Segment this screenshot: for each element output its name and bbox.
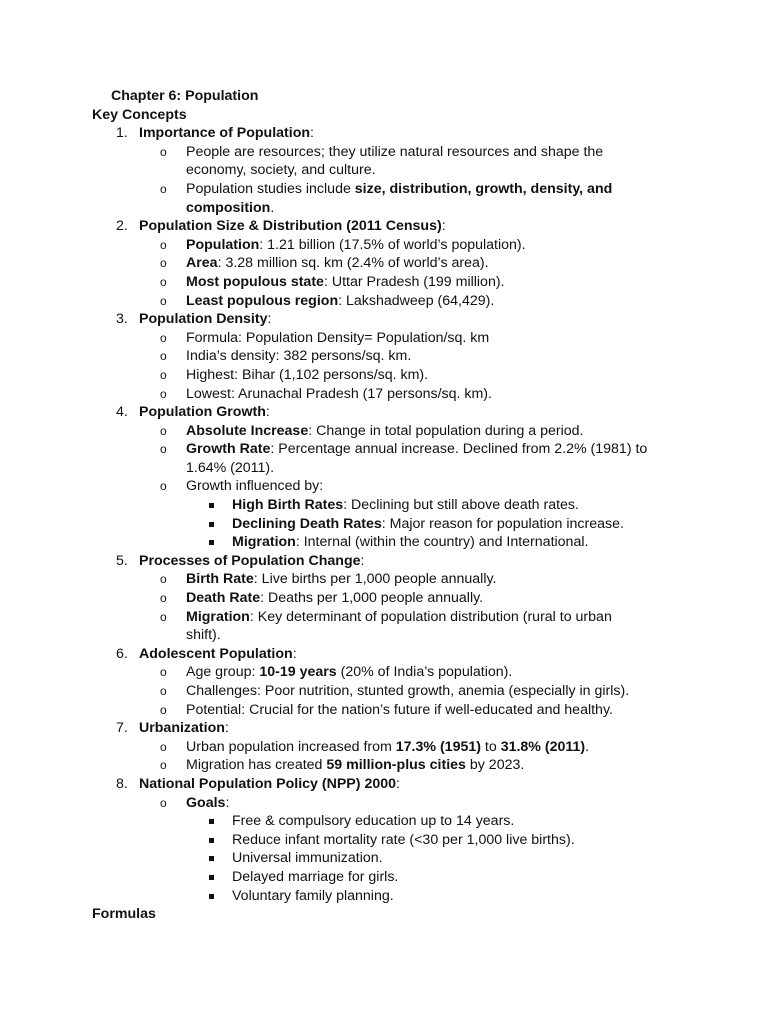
chapter-title: Chapter 6: Population xyxy=(111,88,259,104)
list-item-continuation: shift). xyxy=(186,627,221,644)
bullet-icon: o xyxy=(160,758,167,773)
sub-list-item: Reduce infant mortality rate (<30 per 1,000 live births). xyxy=(0,831,768,850)
list-item: o Absolute Increase: Change in total population during a period. xyxy=(160,422,584,439)
sub-list-item: Declining Death Rates: Major reason for population increase. xyxy=(0,515,768,534)
section-3-heading: 3. Population Density: xyxy=(116,311,272,328)
bullet-icon: o xyxy=(160,665,167,680)
section-2-heading: 2. Population Size & Distribution (2011 Census): xyxy=(116,218,446,235)
list-item: o Least populous region: Lakshadweep (64,429). xyxy=(160,292,495,309)
sub-list-item: Free & compulsory education up to 14 years. xyxy=(0,812,768,831)
list-item: o Growth Rate: Percentage annual increase. Declined from 2.2% (1981) to xyxy=(160,441,648,458)
list-item: o Population studies include size, distribution, growth, density, and xyxy=(160,180,613,197)
square-bullet-icon xyxy=(209,838,214,843)
list-item: o India’s density: 382 persons/sq. km. xyxy=(160,348,412,365)
list-item: o Birth Rate: Live births per 1,000 people annually. xyxy=(160,571,497,588)
square-bullet-icon xyxy=(209,503,214,508)
bullet-icon: o xyxy=(160,572,167,587)
list-item: o Challenges: Poor nutrition, stunted growth, anemia (especially in girls). xyxy=(160,683,630,699)
bullet-icon: o xyxy=(160,702,167,717)
list-item: o People are resources; they utilize natural resources and shape the xyxy=(160,143,604,160)
section-6-heading: 6. Adolescent Population: xyxy=(116,645,297,662)
bullet-icon: o xyxy=(160,795,167,810)
bullet-icon: o xyxy=(160,442,167,457)
section-8-heading: 8. National Population Policy (NPP) 2000: xyxy=(116,775,400,792)
document-body xyxy=(0,87,768,924)
bullet-icon: o xyxy=(160,256,167,271)
bullet-icon: o xyxy=(160,237,167,252)
sub-list-item: Delayed marriage for girls. xyxy=(0,868,768,887)
list-item: o Potential: Crucial for the nation’s future if well-educated and healthy. xyxy=(160,701,613,718)
formulas-heading: Formulas xyxy=(92,906,156,923)
bullet-icon: o xyxy=(160,330,167,345)
list-item: o Lowest: Arunachal Pradesh (17 persons/sq. km). xyxy=(160,385,492,402)
key-concepts-heading: Key Concepts xyxy=(92,106,187,123)
bullet-icon: o xyxy=(160,386,167,401)
list-item: o Goals: xyxy=(160,794,230,811)
list-item: o Highest: Bihar (1,102 persons/sq. km). xyxy=(160,366,429,383)
square-bullet-icon xyxy=(209,819,214,824)
bullet-icon: o xyxy=(160,591,167,606)
bullet-icon: o xyxy=(160,423,167,438)
list-item-continuation: economy, society, and culture. xyxy=(186,162,376,179)
list-item: o Growth influenced by: xyxy=(160,478,324,495)
list-item: o Migration has created 59 million-plus cities by 2023. xyxy=(160,757,525,774)
bullet-icon: o xyxy=(160,349,167,364)
square-bullet-icon xyxy=(209,856,214,861)
list-item: o Migration: Key determinant of population distribution (rural to urban xyxy=(160,608,612,625)
sub-list-item: Voluntary family planning. xyxy=(0,887,768,906)
bullet-icon: o xyxy=(160,367,167,382)
section-1-heading: 1. Importance of Population: xyxy=(116,125,314,142)
square-bullet-icon xyxy=(209,894,214,899)
bullet-icon: o xyxy=(160,739,167,754)
list-item-continuation: 1.64% (2011). xyxy=(186,459,275,476)
list-item: o Age group: 10-19 years (20% of India’s population). xyxy=(160,664,513,681)
bullet-icon: o xyxy=(160,274,167,289)
square-bullet-icon xyxy=(209,540,214,545)
list-item-continuation: composition. xyxy=(186,199,275,216)
bullet-icon: o xyxy=(160,479,167,494)
list-item: o Urban population increased from 17.3% (1951) to 31.8% (2011). xyxy=(160,738,590,755)
bullet-icon: o xyxy=(160,181,167,196)
sub-list-item: Universal immunization. xyxy=(0,849,768,868)
list-item: o Death Rate: Deaths per 1,000 people annually. xyxy=(160,590,484,607)
section-5-heading: 5. Processes of Population Change: xyxy=(116,552,365,569)
bullet-icon: o xyxy=(160,684,167,698)
section-7-heading: 7. Urbanization: xyxy=(116,720,229,737)
square-bullet-icon xyxy=(209,522,214,527)
square-bullet-icon xyxy=(209,875,214,880)
list-item: o Most populous state: Uttar Pradesh (199 million). xyxy=(160,273,505,290)
bullet-icon: o xyxy=(160,144,167,159)
bullet-icon: o xyxy=(160,293,167,308)
sub-list-item: Migration: Internal (within the country) and International. xyxy=(0,533,768,552)
bullet-icon: o xyxy=(160,609,167,624)
list-item: o Area: 3.28 million sq. km (2.4% of world’s area). xyxy=(160,255,489,272)
list-item: o Population: 1.21 billion (17.5% of world’s population). xyxy=(160,236,526,253)
list-item: o Formula: Population Density= Population/sq. km xyxy=(160,329,490,346)
sub-list-item: High Birth Rates: Declining but still above death rates. xyxy=(0,496,768,515)
section-4-heading: 4. Population Growth: xyxy=(116,404,270,421)
